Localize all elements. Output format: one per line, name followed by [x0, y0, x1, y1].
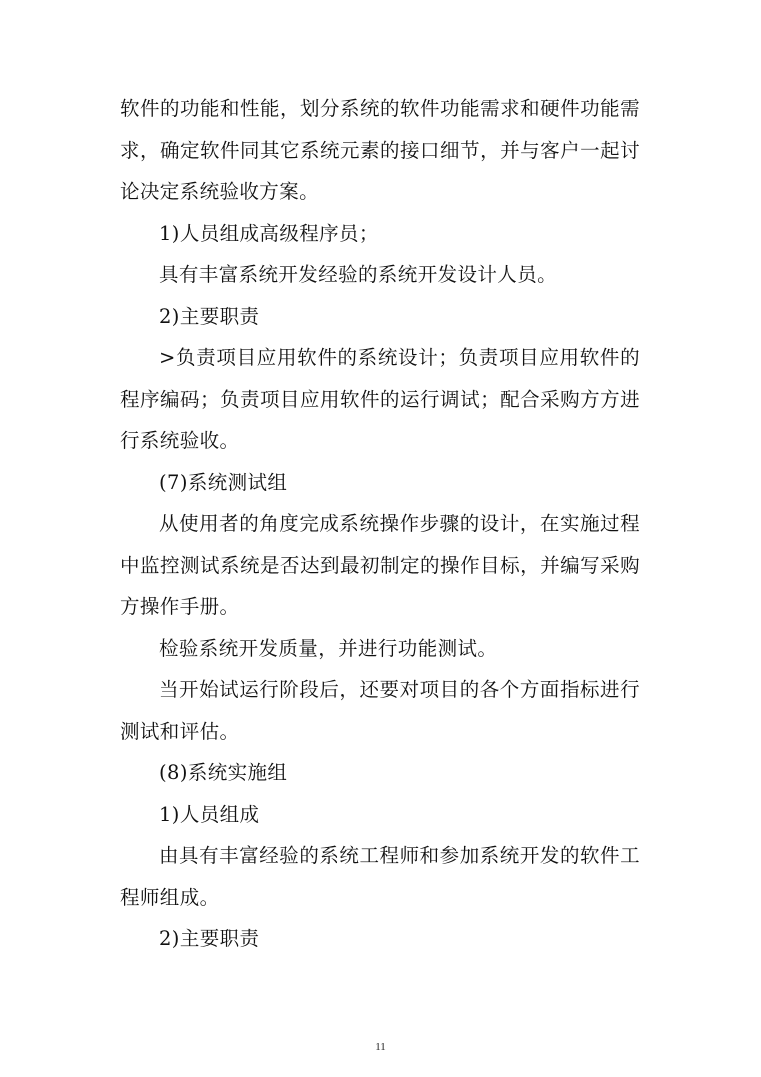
section-heading-implementation-group: (8)系统实施组 — [159, 761, 288, 784]
paragraph-1: 软件的功能和性能，划分系统的软件功能需求和硬件功能需求，确定软件同其它系统元素的接口细节，并与客户一起讨论决定系统验收方案。 — [120, 97, 640, 203]
paragraph-11: 1)人员组成 — [159, 802, 260, 826]
paragraph-4: 2)主要职责 — [159, 304, 260, 328]
section-heading-testing-group: (7)系统测试组 — [159, 470, 288, 494]
paragraph-2: 1)人员组成高级程序员； — [159, 221, 379, 245]
paragraph-12: 由具有丰富经验的系统工程师和参加系统开发的软件工程师组成。 — [120, 844, 640, 909]
document-body — [120, 88, 640, 960]
paragraph-7: 从使用者的角度完成系统操作步骤的设计，在实施过程中监控测试系统是否达到最初制定的操作目标，并编写采购方操作手册。 — [120, 512, 640, 618]
paragraph-13: 2)主要职责 — [159, 927, 260, 950]
paragraph-3: 具有丰富系统开发经验的系统开发设计人员。 — [159, 263, 558, 286]
paragraph-9: 当开始试运行阶段后，还要对项目的各个方面指标进行测试和评估。 — [120, 678, 640, 743]
paragraph-8: 检验系统开发质量，并进行功能测试。 — [159, 636, 498, 660]
paragraph-5: >负责项目应用软件的系统设计；负责项目应用软件的程序编码；负责项目应用软件的运行调试；配合采购方方进行系统验收。 — [120, 346, 640, 452]
page-number: 11 — [375, 1041, 386, 1053]
